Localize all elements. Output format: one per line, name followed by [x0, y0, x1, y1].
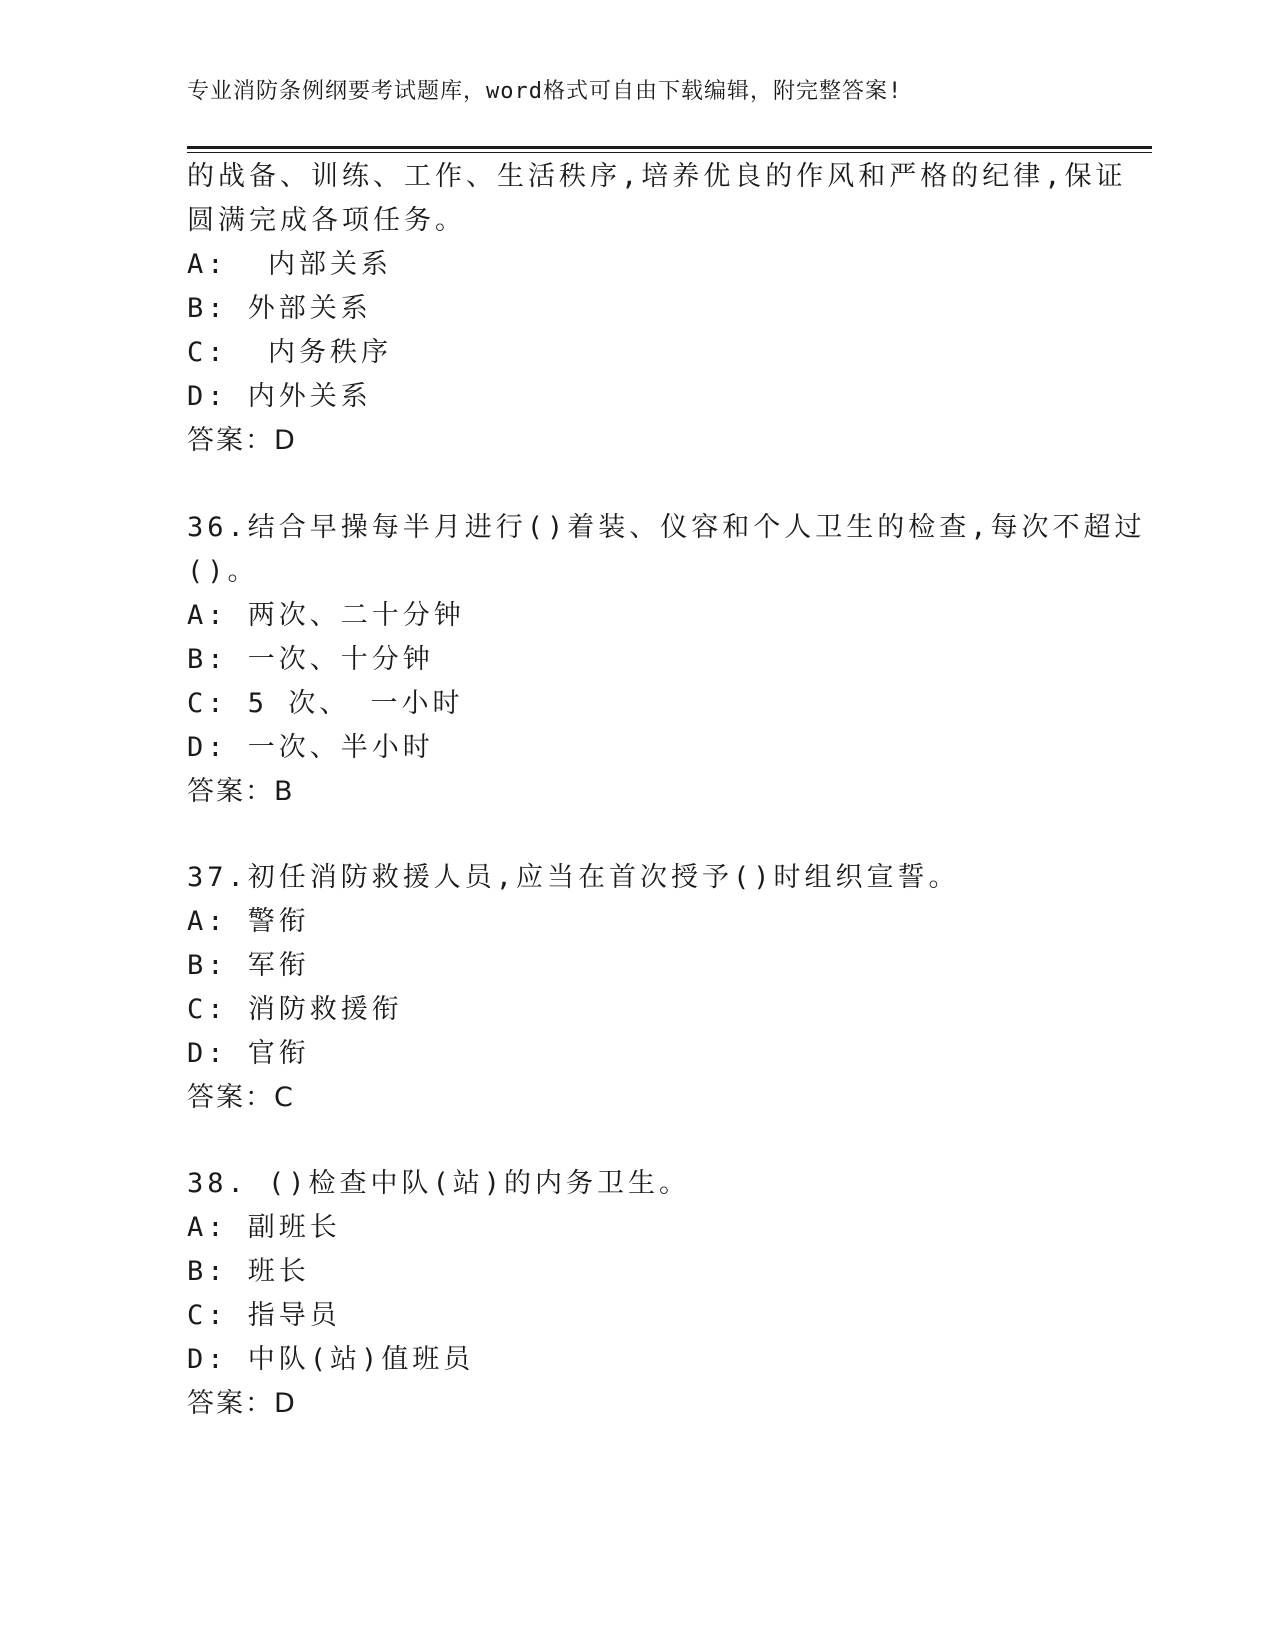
q37-answer: 答案：C — [187, 1082, 295, 1113]
header-rule-thin — [187, 152, 1152, 153]
q37-stem-line1: 37.初任消防救援人员,应当在首次授予()时组织宣誓。 — [187, 862, 960, 893]
q38-option-d: D: 中队(站)值班员 — [187, 1344, 475, 1375]
q35-stem-line1: 的战备、训练、工作、生活秩序,培养优良的作风和严格的纪律,保证 — [187, 161, 1127, 192]
q36-option-d: D: 一次、半小时 — [187, 732, 434, 763]
q36-option-c: C: 5 次、 一小时 — [187, 688, 464, 719]
q36-option-a: A: 两次、二十分钟 — [187, 600, 465, 631]
q38-option-a: A: 副班长 — [187, 1212, 341, 1243]
document-header: 专业消防条例纲要考试题库，word格式可自由下载编辑，附完整答案! — [187, 79, 903, 104]
q38-answer: 答案：D — [187, 1388, 297, 1419]
q35-option-d: D: 内外关系 — [187, 381, 372, 412]
q37-option-c: C: 消防救援衔 — [187, 994, 403, 1025]
q36-answer: 答案：B — [187, 776, 295, 807]
q36-option-b: B: 一次、十分钟 — [187, 644, 434, 675]
q37-option-b: B: 军衔 — [187, 950, 310, 981]
header-rule-thick — [187, 146, 1152, 149]
q35-option-b: B: 外部关系 — [187, 293, 372, 324]
q35-answer: 答案：D — [187, 425, 297, 456]
q38-stem-line1: 38. ()检查中队(站)的内务卫生。 — [187, 1168, 691, 1199]
q38-option-b: B: 班长 — [187, 1256, 310, 1287]
q37-option-d: D: 官衔 — [187, 1038, 310, 1069]
q35-option-a: A: 内部关系 — [187, 249, 393, 280]
q35-option-c: C: 内务秩序 — [187, 337, 393, 368]
q35-stem-line2: 圆满完成各项任务。 — [187, 205, 466, 236]
q36-stem-line1: 36.结合早操每半月进行()着装、仪容和个人卫生的检查,每次不超过 — [187, 512, 1146, 543]
q36-stem-line2: ()。 — [187, 556, 259, 587]
q38-option-c: C: 指导员 — [187, 1300, 341, 1331]
q37-option-a: A: 警衔 — [187, 906, 310, 937]
